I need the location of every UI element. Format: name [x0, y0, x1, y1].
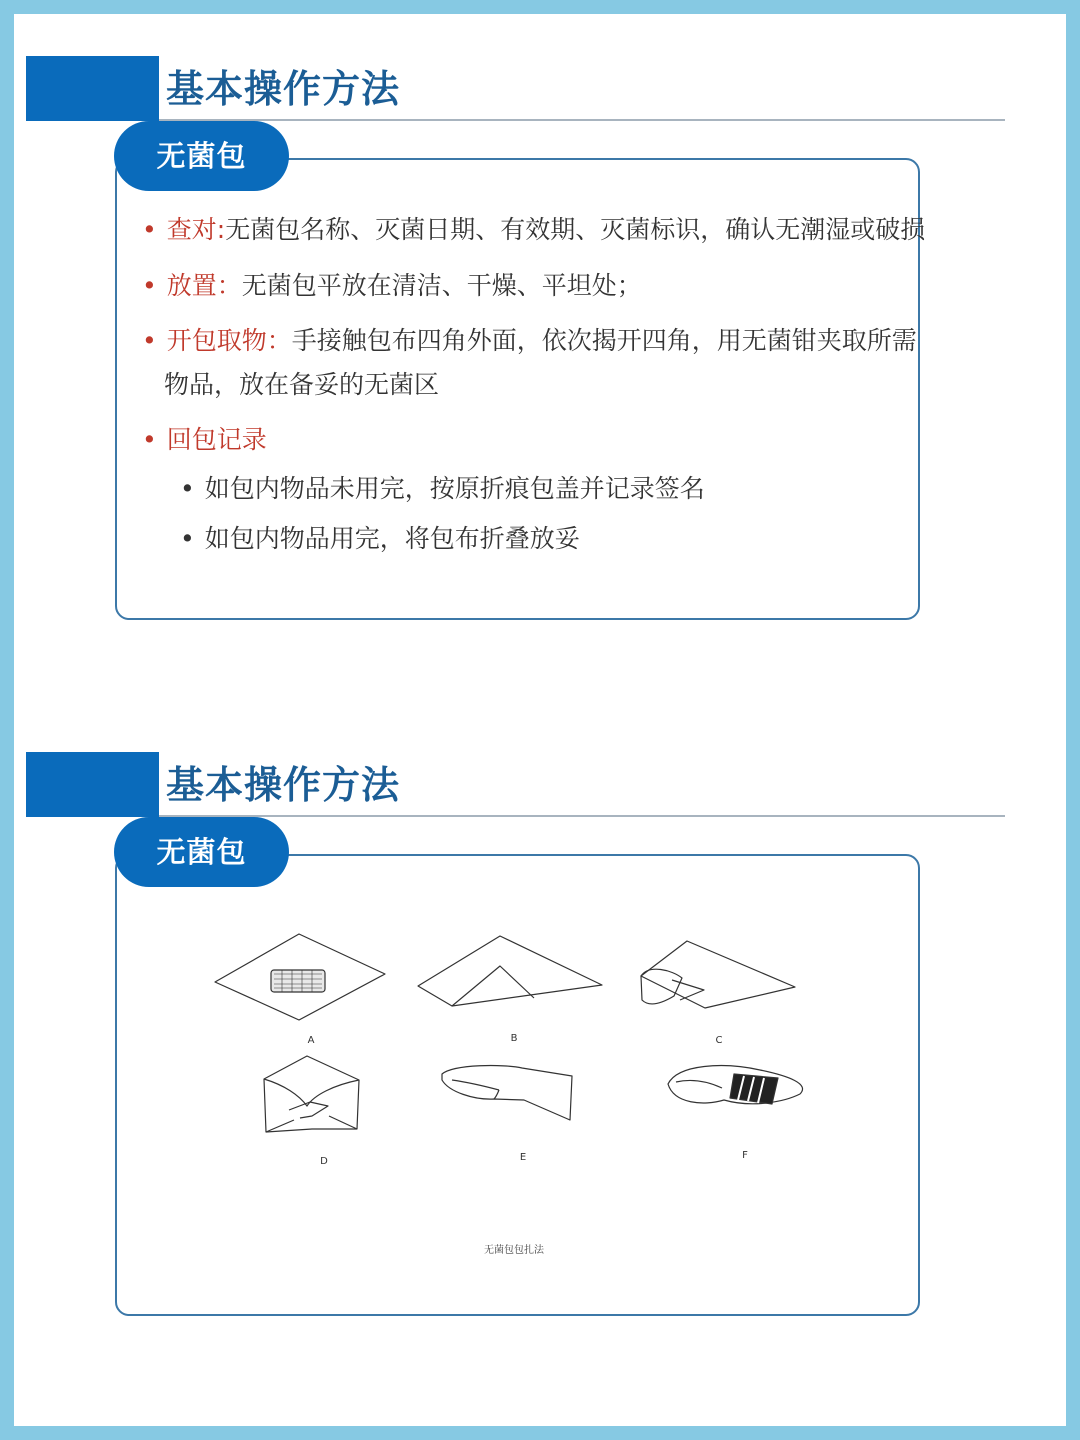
step-letter-b: B — [510, 1033, 518, 1044]
list-item-check — [142, 208, 925, 252]
section-title: 基本操作方法 — [166, 763, 401, 807]
header-rule — [159, 815, 1005, 817]
item-separator: ： — [266, 326, 292, 355]
item-text: 无菌包名称、灭菌日期、有效期、灭菌标识，确认无潮湿或破损 — [225, 215, 926, 244]
step-letter-a: A — [307, 1035, 315, 1046]
item-label: 开包取物 — [166, 326, 267, 355]
bullet: • — [142, 425, 157, 454]
step-letter-f: F — [742, 1150, 748, 1161]
item-separator: ： — [216, 271, 242, 300]
sub-bullet: • — [180, 474, 195, 503]
bullet: • — [142, 326, 157, 355]
sub-item-text: 如包内物品用完，将包布折叠放妥 — [204, 524, 580, 553]
item-separator: : — [216, 215, 226, 244]
sub-item — [180, 517, 580, 561]
item-text-continued: 物品，放在备妥的无菌区 — [164, 370, 440, 399]
header-accent-block — [26, 752, 159, 817]
list-item-repack — [142, 418, 267, 462]
topic-pill: 无菌包 — [114, 121, 289, 191]
step-letter-e: E — [519, 1152, 527, 1163]
item-label: 放置 — [166, 271, 217, 300]
sub-bullet: • — [180, 524, 195, 553]
topic-pill: 无菌包 — [114, 817, 289, 887]
step-letter-c: C — [715, 1035, 723, 1046]
item-label: 查对 — [166, 215, 217, 244]
item-text: 手接触包布四角外面，依次揭开四角，用无菌钳夹取所需 — [291, 326, 917, 355]
sub-item — [180, 467, 705, 511]
header-accent-block — [26, 56, 159, 121]
step-a-drawing — [215, 934, 385, 1020]
list-item-open — [142, 319, 917, 363]
bullet: • — [142, 271, 157, 300]
step-letters — [308, 1033, 749, 1167]
sterile-pack-wrapping-illustration — [204, 910, 824, 1270]
section-title: 基本操作方法 — [166, 67, 401, 111]
sub-item-text: 如包内物品未用完，按原折痕包盖并记录签名 — [204, 474, 705, 503]
step-letter-d: D — [320, 1156, 328, 1167]
header-rule — [159, 119, 1005, 121]
step-b-drawing — [418, 936, 602, 1006]
item-text: 无菌包平放在清洁、干燥、平坦处； — [241, 271, 642, 300]
list-item-place — [142, 264, 642, 308]
step-f-drawing — [668, 1066, 803, 1104]
bullet: • — [142, 215, 157, 244]
step-d-drawing — [264, 1056, 359, 1132]
page — [14, 14, 1066, 1426]
step-e-drawing — [442, 1066, 572, 1120]
figure-caption: 无菌包包扎法 — [484, 1245, 544, 1256]
step-c-drawing — [641, 941, 795, 1008]
item-label: 回包记录 — [166, 425, 267, 454]
